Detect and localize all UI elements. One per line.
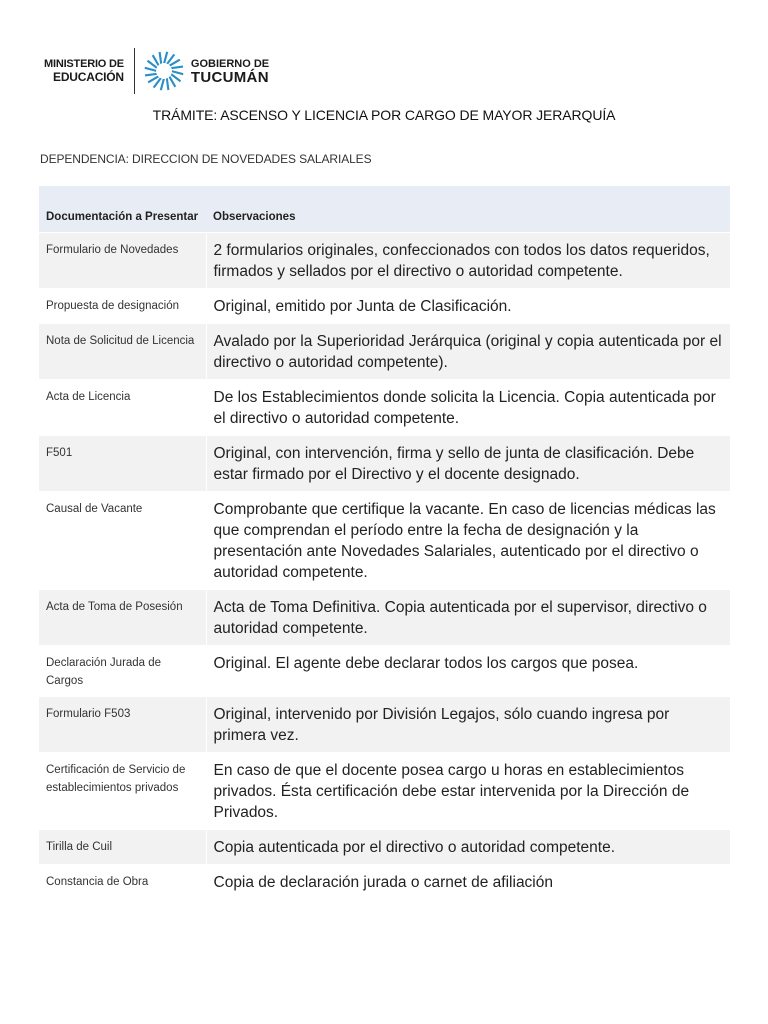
observaciones-cell: Original. El agente debe declarar todos los cargos que posea. bbox=[206, 646, 730, 697]
observaciones-cell: Original, con intervención, firma y sello de junta de clasificación. Debe estar firmado por el Directivo y el docente designado. bbox=[206, 436, 730, 492]
sun-ray bbox=[158, 52, 162, 64]
gobierno-line2: TUCUMÁN bbox=[190, 69, 269, 86]
sun-ray bbox=[163, 52, 168, 63]
documentacion-cell: Formulario F503 bbox=[39, 697, 206, 753]
table-row bbox=[39, 324, 730, 380]
page-title: TRÁMITE: ASCENSO Y LICENCIA POR CARGO DE MAYOR JERARQUÍA bbox=[152, 107, 616, 123]
documentacion-cell: Tirilla de Cuil bbox=[39, 830, 206, 865]
documentacion-cell: Declaración Jurada de Cargos bbox=[39, 646, 206, 697]
documentacion-cell: Causal de Vacante bbox=[39, 492, 206, 590]
column-header-observaciones: Observaciones bbox=[206, 186, 730, 233]
table-row bbox=[39, 753, 730, 830]
table-row bbox=[39, 492, 730, 590]
table-row bbox=[39, 436, 730, 492]
observaciones-cell: De los Establecimientos donde solicita la Licencia. Copia autenticada por el directivo o autoridad competente. bbox=[206, 380, 730, 436]
documentacion-cell: F501 bbox=[39, 436, 206, 492]
observaciones-cell: Acta de Toma Definitiva. Copia autenticada por el supervisor, directivo o autoridad competente. bbox=[206, 590, 730, 646]
documentacion-cell: Nota de Solicitud de Licencia bbox=[39, 324, 206, 380]
documentacion-cell: Formulario de Novedades bbox=[39, 233, 206, 289]
table-row bbox=[39, 590, 730, 646]
documentacion-cell: Acta de Toma de Posesión bbox=[39, 590, 206, 646]
observaciones-cell: Copia de declaración jurada o carnet de afiliación bbox=[206, 865, 730, 900]
gobierno-logo bbox=[191, 57, 269, 85]
ministerio-logo bbox=[44, 58, 124, 84]
table-row bbox=[39, 380, 730, 436]
table-row bbox=[39, 289, 730, 324]
table-row bbox=[39, 865, 730, 900]
logo-divider bbox=[134, 48, 135, 94]
sun-ray bbox=[160, 79, 165, 90]
sun-ray bbox=[166, 78, 170, 90]
dependencia-label: DEPENDENCIA: DIRECCION DE NOVEDADES SALARIALES bbox=[40, 152, 372, 166]
table-row bbox=[39, 646, 730, 697]
header-logos bbox=[44, 46, 269, 96]
table-body bbox=[39, 233, 730, 900]
sun-ray bbox=[171, 66, 183, 70]
observaciones-cell: Original, intervenido por División Legajos, sólo cuando ingresa por primera vez. bbox=[206, 697, 730, 753]
observaciones-cell: 2 formularios originales, confeccionados con todos los datos requeridos, firmados y sellados por el directivo o autoridad competente. bbox=[206, 233, 730, 289]
table-header-row bbox=[39, 186, 730, 233]
documentacion-cell: Acta de Licencia bbox=[39, 380, 206, 436]
table-row bbox=[39, 830, 730, 865]
observaciones-cell: Comprobante que certifique la vacante. En caso de licencias médicas las que comprendan el período entre la fecha de designación y la presentación ante Novedades Salariales, autenticado por el directivo o autoridad competente. bbox=[206, 492, 730, 590]
sun-emblem-icon bbox=[143, 50, 185, 92]
ministerio-line1: MINISTERIO DE bbox=[44, 58, 124, 70]
requirements-table bbox=[39, 186, 730, 899]
gobierno-line1: GOBIERNO DE bbox=[190, 58, 270, 70]
column-header-documentacion: Documentación a Presentar bbox=[39, 186, 206, 233]
observaciones-cell: En caso de que el docente posea cargo u horas en establecimientos privados. Ésta certificación debe estar intervenida por la Dirección de Privados. bbox=[206, 753, 730, 830]
sun-ray bbox=[172, 70, 183, 75]
ministerio-line2: EDUCACIÓN bbox=[53, 70, 124, 84]
table-row bbox=[39, 233, 730, 289]
observaciones-cell: Avalado por la Superioridad Jerárquica (original y copia autenticada por el directivo o autoridad competente). bbox=[206, 324, 730, 380]
table-row bbox=[39, 697, 730, 753]
documentacion-cell: Certificación de Servicio de establecimientos privados bbox=[39, 753, 206, 830]
documentacion-cell: Constancia de Obra bbox=[39, 865, 206, 900]
sun-ray bbox=[145, 73, 157, 77]
documentacion-cell: Propuesta de designación bbox=[39, 289, 206, 324]
observaciones-cell: Copia autenticada por el directivo o autoridad competente. bbox=[206, 830, 730, 865]
observaciones-cell: Original, emitido por Junta de Clasificación. bbox=[206, 289, 730, 324]
sun-ray bbox=[145, 67, 156, 72]
